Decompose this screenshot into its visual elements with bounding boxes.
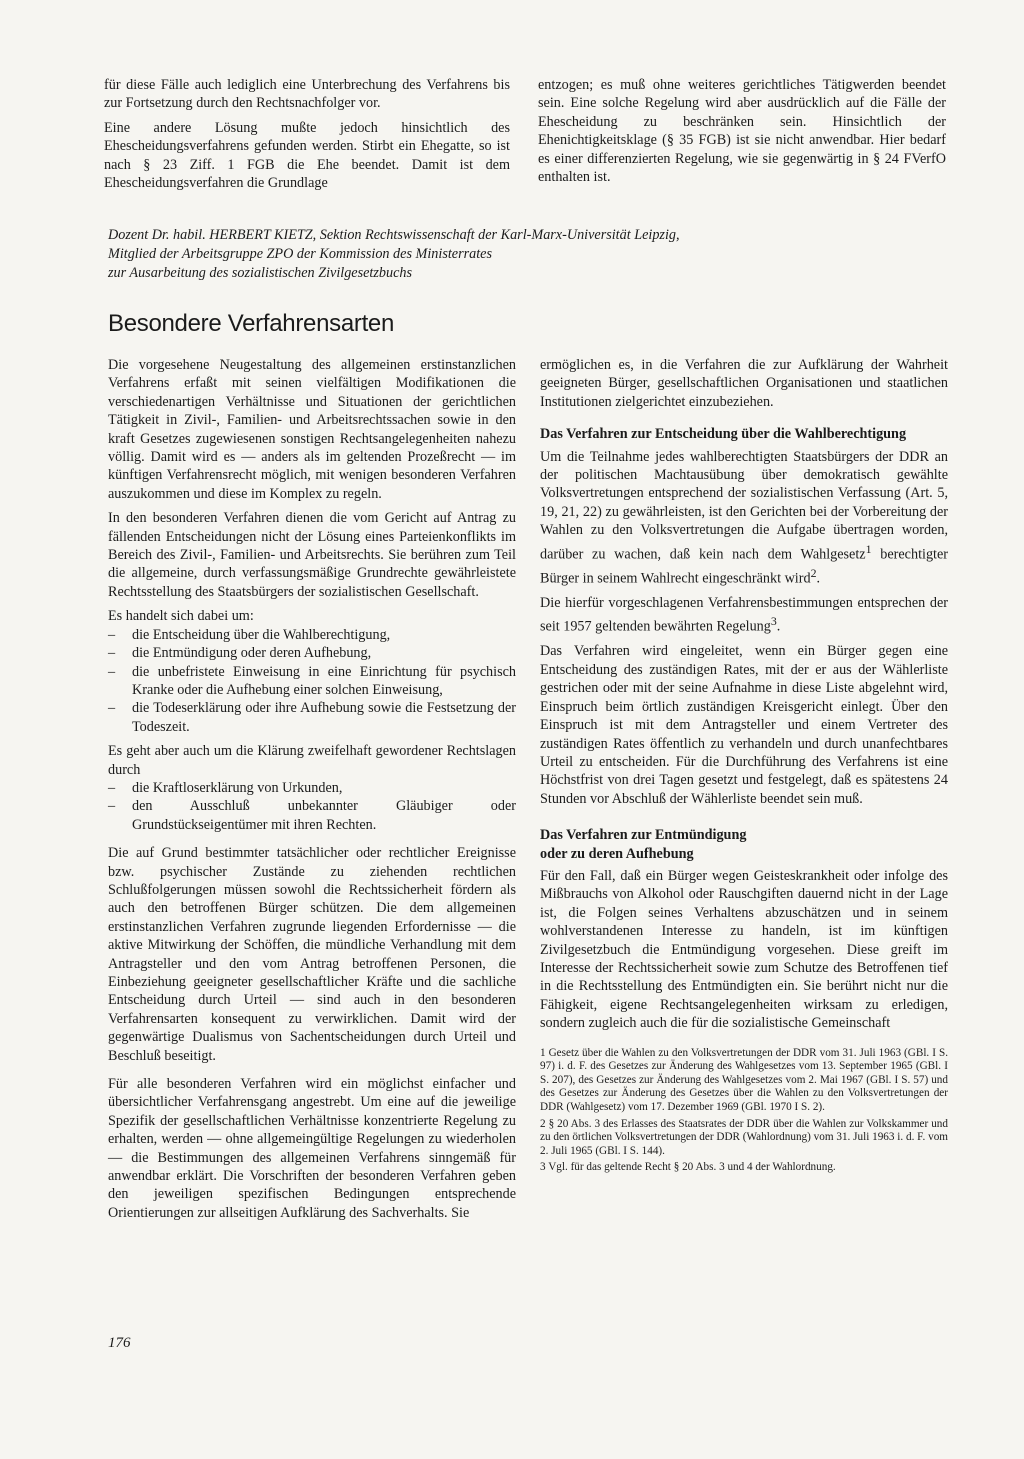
paragraph: entzogen; es muß ohne weiteres gerichtliches Tätigwerden beendet sein. Eine solche Regelung wird aber ausdrücklich auf die Fälle der Ehescheidung zu beschränken sein. Hinsichtlich der Ehenichtigkeitsklage (§ 35 FGB) ist sie nicht anwendbar. Hier bedarf es einer differenzierten Regelung, wie sie gegenwärtig in § 24 FVerfO enthalten ist.	[538, 77, 946, 186]
author-line: Dozent Dr. habil. HERBERT KIETZ, Sektion Rechtswissenschaft der Karl-Marx-Universität Leipzig,	[108, 227, 680, 243]
paragraph	[540, 594, 948, 637]
text-run: Die hierfür vorgeschlagenen Verfahrensbestimmungen entsprechen der seit 1957 geltenden bewährten Regelung	[540, 594, 948, 636]
paragraph: ermöglichen es, in die Verfahren die zur Aufklärung der Wahrheit geeigneten Bürger, gesellschaftlichen Organisationen und staatlichen Institutionen zielgerichtet einzubeziehen.	[540, 357, 948, 410]
text-run: .	[816, 570, 821, 587]
section-heading: Das Verfahren zur Entscheidung über die Wahlberechtigung	[540, 426, 907, 443]
text-run: berechtigter Bürger in seinem Wahlrecht eingeschränkt wird	[540, 546, 949, 587]
clarification-list	[108, 779, 516, 834]
article-title: Besondere Verfahrensarten	[108, 310, 395, 337]
main-right-column	[540, 356, 948, 1178]
main-left-column	[108, 356, 516, 1228]
paragraph: In den besonderen Verfahren dienen die vom Gericht auf Antrag zu fällenden Entscheidungen nicht der Lösung eines Parteienkonflikts im Bereich des Zivil-, Familien- und Arbeitsrechts. Sie berühren zum Teil die allgemeine, durch verfassungsmäßige Grundrechte gewährleistete Rechtsstellung des Staatsbürgers der sozialistischen Gesellschaft.	[108, 510, 516, 600]
author-line: Mitglied der Arbeitsgruppe ZPO der Kommission des Ministerrates	[108, 246, 492, 262]
paragraph: Die auf Grund bestimmter tatsächlicher oder rechtlicher Ereignisse bzw. psychischer Zustände zu ziehenden rechtlichen Schlußfolgerungen müssen sowohl die Rechtssicherheit fördern als auch den betroffenen Bürger schützen. Die dem allgemeinen erstinstanzlichen Verfahren zugrunde liegenden Erfordernisse — die aktive Mitwirkung der Schöffen, die mündliche Verhandlung mit dem Antragsteller und den vom Antrag betroffenen Personen, die Einbeziehung geeigneter gesellschaftlicher Kräfte und die sachliche Entscheidung durch Urteil — sind auch in den besonderen Verfahrensarten konsequent zu verwirklichen. Damit wird der gegenwärtige Dualismus von Sachentscheidungen durch Urteil und Beschluß beseitigt.	[108, 845, 516, 1064]
paragraph: Für alle besonderen Verfahren wird ein möglichst einfacher und übersichtlicher Verfahrensgang angestrebt. Um eine auf die jeweilige Spezifik der gesellschaftlichen Verhältnisse konzentrierte Regelung zu erhalten, werden — ohne allgemeingültige Regelungen zu wiederholen — die Bestimmungen des allgemeinen Verfahrens sinngemäß für anwendbar erklärt. Die Vorschriften der besonderen Verfahren geben den jeweiligen spezifischen Bedingungen entsprechende Orientierungen zur allseitigen Aufklärung des Sachverhalts. Sie	[108, 1076, 516, 1221]
footnote-ref: 1	[865, 541, 872, 556]
section-heading	[540, 826, 948, 863]
paragraph	[540, 448, 948, 588]
author-byline	[108, 226, 908, 283]
footnote-ref: 3	[770, 614, 777, 629]
top-left-column	[104, 76, 510, 198]
heading-line: oder zu deren Aufhebung	[540, 845, 694, 862]
footnote: 1 Gesetz über die Wahlen zu den Volksvertretungen der DDR vom 31. Juli 1963 (GBl. I S. 97) i. d. F. des Gesetzes zur Änderung des Wahlgesetzes vom 13. September 1965 (GBl. I S. 207), des Gesetzes zur Änderung des Wahlgesetzes vom 2. Mai 1967 (GBl. I S. 57) und des Gesetzes zur Änderung des Gesetzes über die Wahlen zu den Volksvertretungen der DDR (Wahlgesetz) vom 17. Dezember 1969 (GBl. 1970 I S. 2).	[540, 1046, 948, 1113]
page-number: 176	[108, 1335, 131, 1351]
list-item: – die Entscheidung über die Wahlberechtigung,	[108, 626, 516, 644]
text-run: .	[776, 619, 781, 636]
footnote-ref: 2	[810, 565, 817, 580]
footnote: 3 Vgl. für das geltende Recht § 20 Abs. 3 und 4 der Wahlordnung.	[540, 1161, 836, 1174]
list-item: – die Todeserklärung oder ihre Aufhebung sowie die Festsetzung der Todeszeit.	[108, 699, 516, 736]
footnote: 2 § 20 Abs. 3 des Erlasses des Staatsrates der DDR über die Wahlen zur Volkskammer und zu den örtlichen Volksvertretungen der DDR (Wahlordnung) vom 31. Juli 1963 i. d. F. vom 2. Juli 1965 (GBl. I S. 144).	[540, 1117, 948, 1157]
author-line: zur Ausarbeitung des sozialistischen Zivilgesetzbuchs	[108, 265, 412, 281]
paragraph: Eine andere Lösung mußte jedoch hinsichtlich des Ehescheidungsverfahrens gefunden werden. Stirbt ein Ehegatte, so ist nach § 23 Ziff. 1 FGB die Ehe beendet. Damit ist dem Ehescheidungsverfahren die Grundlage	[104, 119, 510, 192]
list-item: – die Entmündigung oder deren Aufhebung,	[108, 644, 516, 662]
list-item: – den Ausschluß unbekannter Gläubiger oder Grundstückseigentümer mit ihren Rechten.	[108, 797, 516, 834]
paragraph: Das Verfahren wird eingeleitet, wenn ein Bürger gegen eine Entscheidung des zuständigen Rates, mit der er aus der Wählerliste gestrichen oder mit der seine Aufnahme in diese Liste abgelehnt wird, Einspruch beim örtlich zuständigen Kreisgericht einlegt. Über den Einspruch ist mit dem Antragsteller und einem Vertreter des zuständigen Rates öffentlich zu verhandeln und durch unanfechtbares Urteil zu entscheiden. Für die Durchführung des Verfahrens ist eine Höchstfrist von drei Tagen gesetzt und festgelegt, daß es spätestens 24 Stunden vor Abschluß der Wählerliste beendet sein muß.	[540, 643, 948, 807]
paragraph: für diese Fälle auch lediglich eine Unterbrechung des Verfahrens bis zur Fortsetzung durch den Rechtsnachfolger vor.	[104, 77, 510, 112]
list-item: – die Kraftloserklärung von Urkunden,	[108, 779, 516, 797]
paragraph: Es handelt sich dabei um:	[108, 608, 254, 625]
heading-line: Das Verfahren zur Entmündigung	[540, 827, 747, 844]
paragraph: Die vorgesehene Neugestaltung des allgemeinen erstinstanzlichen Verfahrens erfaßt mit seinen vielfältigen Modifikationen die verschiedenartigen Verhältnisse und Situationen der gerichtlichen Tätigkeit in Zivil-, Familien- und Arbeitsrechtssachen sowie in den kraft Gesetzes zugewiesenen sonstigen Rechtsangelegenheiten nahezu völlig. Damit wird es — anders als im geltenden Prozeßrecht — im künftigen Verfahrensrecht möglich, mit wenigen besonderen Verfahren auszukommen und diese im Komplex zu regeln.	[108, 357, 516, 502]
text-run: Um die Teilnahme jedes wahlberechtigten Staatsbürgers der DDR an der politischen Machtausübung über demokratisch gewählte Volksvertretungen entsprechend der sozialistischen Verfassung (Art. 5, 19, 21, 22) zu gewährleisten, ist den Gerichten bei der Vorbereitung der Wahlen zu den Volksvertretungen die Aufgabe übertragen worden, darüber zu wachen, daß kein nach dem Wahlgesetz	[540, 448, 948, 563]
procedure-list	[108, 626, 516, 736]
paragraph: Für den Fall, daß ein Bürger wegen Geisteskrankheit oder infolge des Mißbrauchs von Alkohol oder Rauschgiften dauernd nicht in der Lage ist, die Folgen seines Verhaltens abzuschätzen und in seinem wohlverstandenen Interesse zu handeln, ist im künftigen Zivilgesetzbuch die Entmündigung vorgesehen. Diese greift im Interesse der Rechtssicherheit sowie zum Schutze des Betroffenen tief in die Rechtsstellung des Entmündigten ein. Sie berührt nicht nur die Fähigkeit, eigene Rechtsangelegenheiten wirksam zu erledigen, sondern zugleich auch die für die sozialistische Gemeinschaft	[540, 867, 948, 1032]
list-item: – die unbefristete Einweisung in eine Einrichtung für psychisch Kranke oder die Aufhebung einer solchen Einweisung,	[108, 663, 516, 700]
paragraph: Es geht aber auch um die Klärung zweifelhaft gewordener Rechtslagen durch	[108, 743, 516, 778]
footnotes	[540, 1047, 948, 1175]
top-right-column	[538, 76, 946, 192]
